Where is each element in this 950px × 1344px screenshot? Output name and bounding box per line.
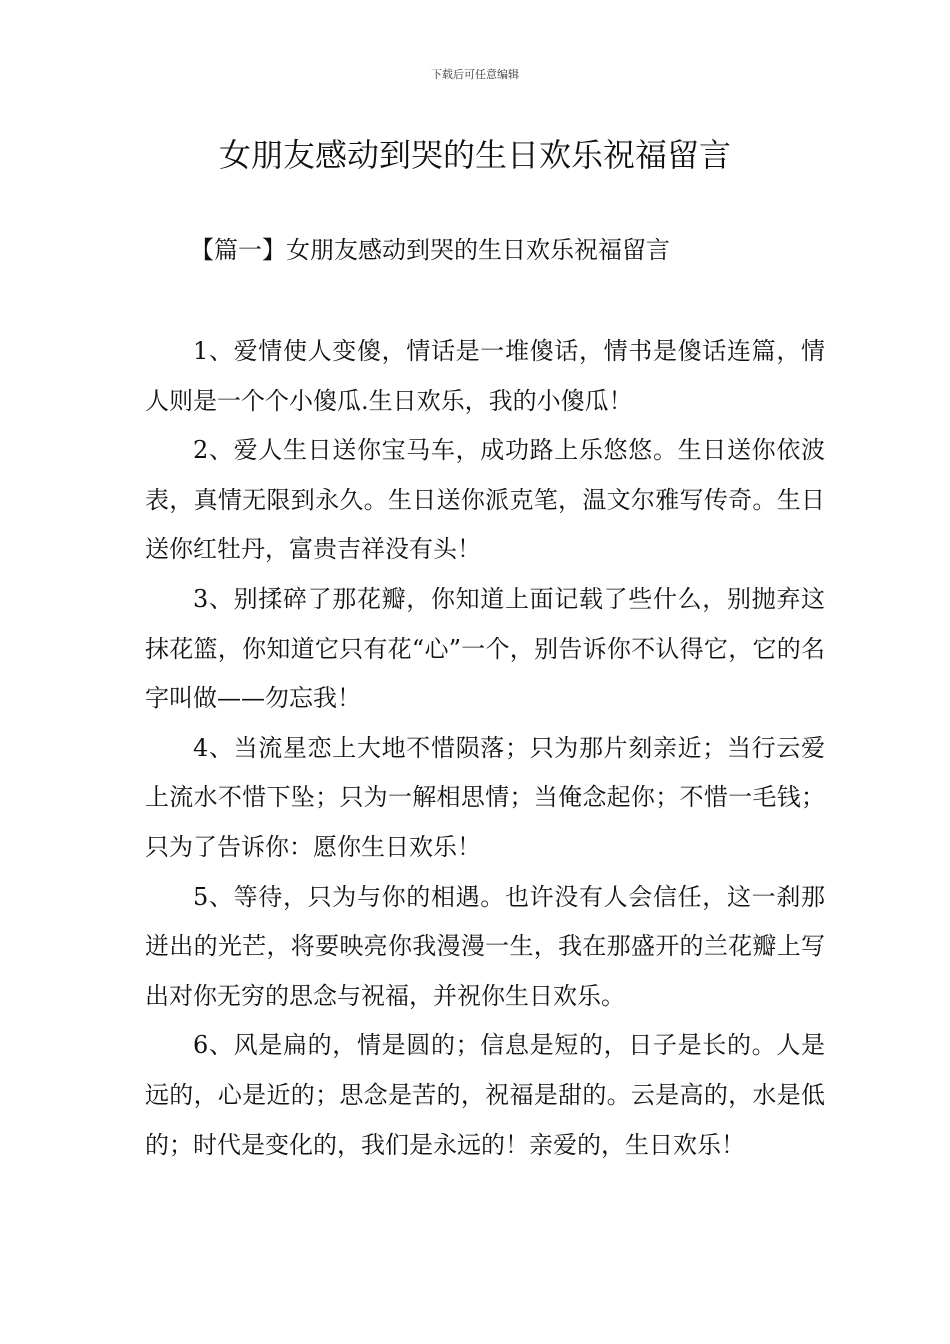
paragraph-2: 2、爱人生日送你宝马车，成功路上乐悠悠。生日送你依波表，真情无限到永久。生日送你派克笔，温文尔雅写传奇。生日送你红牡丹，富贵吉祥没有头！: [145, 436, 825, 564]
paragraph-3: 3、别揉碎了那花瓣，你知道上面记载了些什么，别抛弃这抹花篮，你知道它只有花“心”一个，别告诉你不认得它，它的名字叫做——勿忘我！: [145, 584, 825, 713]
paragraph-6: 6、风是扁的，情是圆的；信息是短的，日子是长的。人是远的，心是近的；思念是苦的，祝福是甜的。云是高的，水是低的；时代是变化的，我们是永远的！亲爱的，生日欢乐！: [145, 1031, 825, 1159]
section-heading: 【篇一】女朋友感动到哭的生日欢乐祝福留言: [190, 236, 670, 264]
header-note: 下载后可任意编辑: [431, 68, 519, 81]
paragraph-1: 1、爱情使人变傻，情话是一堆傻话，情书是傻话连篇，情人则是一个个小傻瓜.生日欢乐，我的小傻瓜！: [145, 337, 825, 415]
paragraph-4: 4、当流星恋上大地不惜陨落；只为那片刻亲近；当行云爱上流水不惜下坠；只为一解相思情；当俺念起你；不惜一毛钱；只为了告诉你：愿你生日欢乐！: [145, 733, 825, 861]
document-title: 女朋友感动到哭的生日欢乐祝福留言: [218, 136, 731, 174]
paragraph-5: 5、等待，只为与你的相遇。也许没有人会信任，这一刹那迸出的光芒，将要映亮你我漫漫一生，我在那盛开的兰花瓣上写出对你无穷的思念与祝福，并祝你生日欢乐。: [145, 882, 825, 1010]
document-body: [145, 327, 825, 1170]
